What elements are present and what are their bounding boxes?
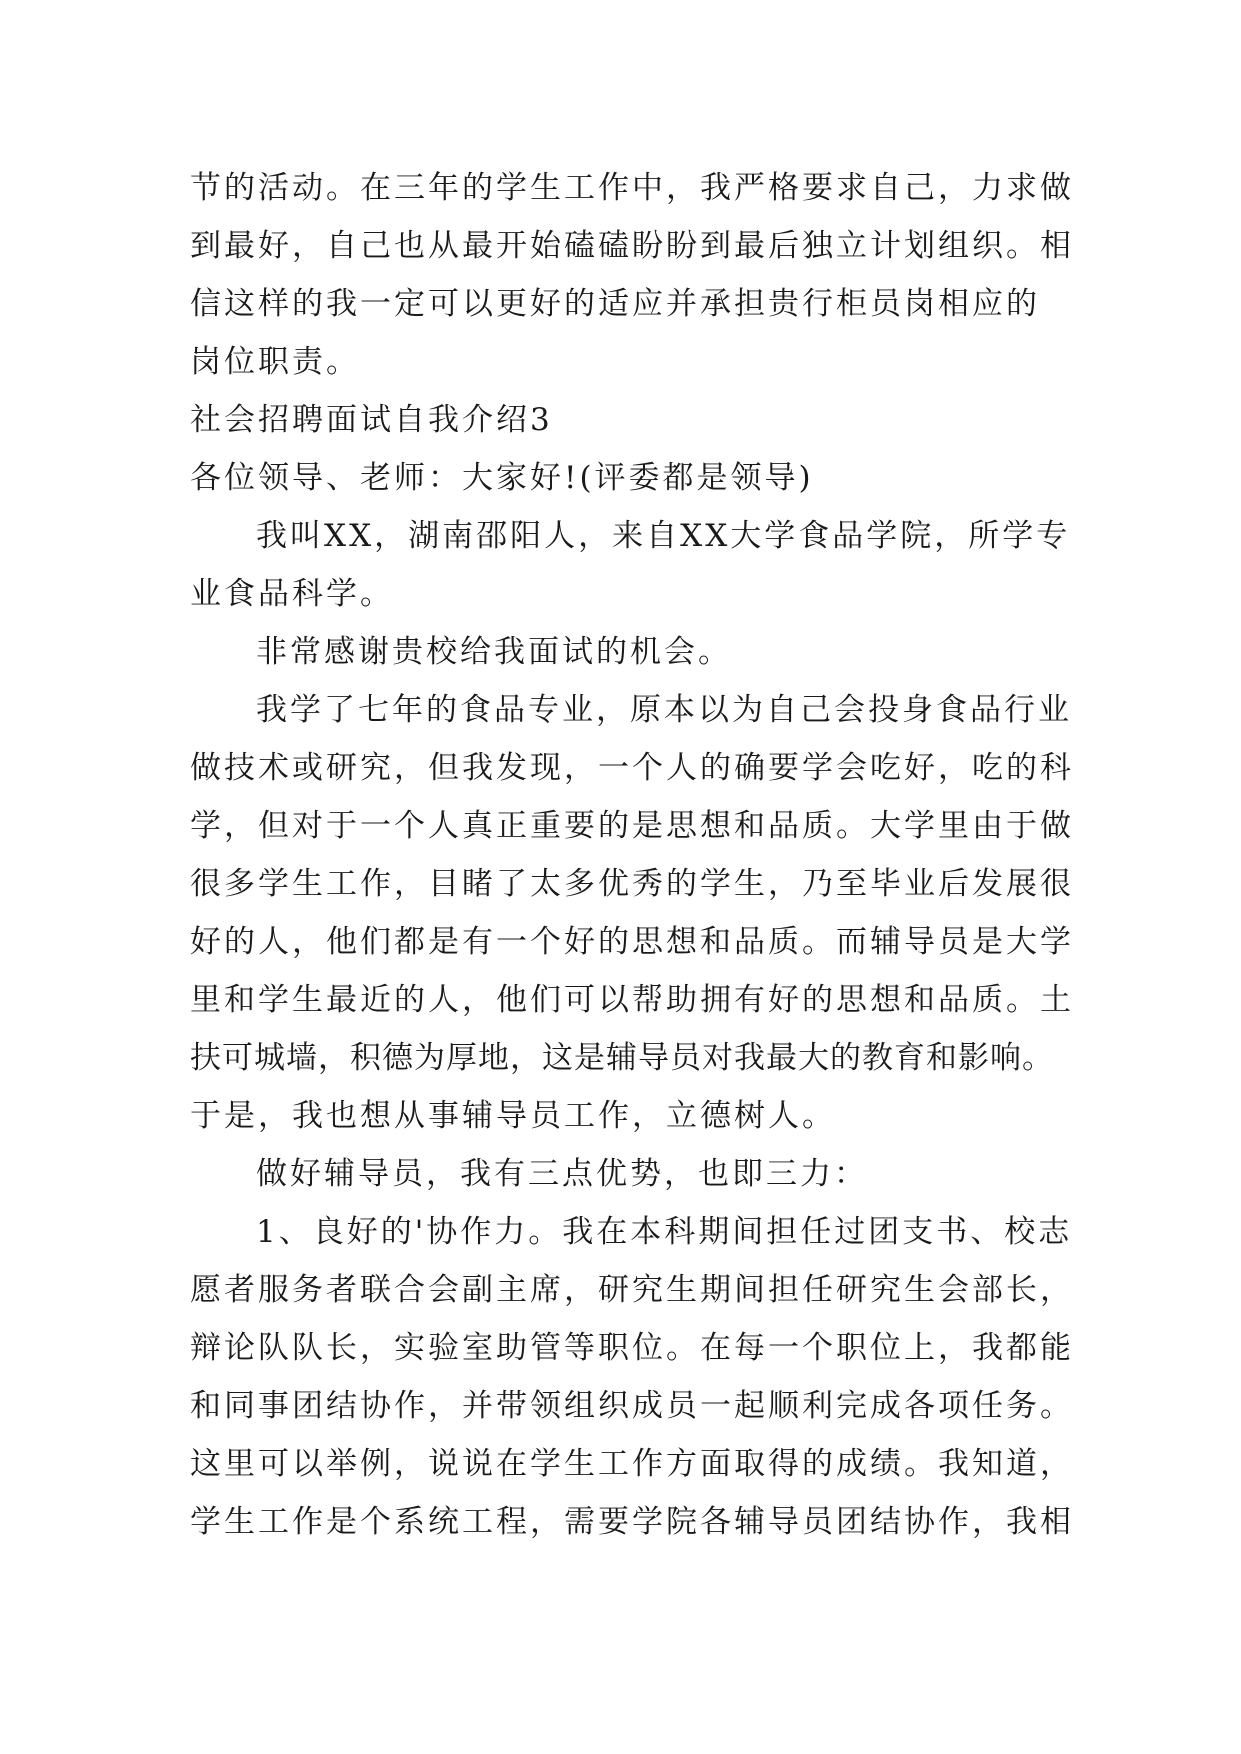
text-line: 信这样的我一定可以更好的适应并承担贵行柜员岗相应的: [190, 286, 1040, 322]
paragraph-start-line: 我叫XX，湖南邵阳人，来自XX大学食品学院，所学专: [256, 518, 1071, 554]
text-line: 这里可以举例，说说在学生工作方面取得的成绩。我知道，: [190, 1446, 1074, 1482]
text-line: 业食品科学。: [190, 576, 394, 612]
paragraph-start-line: 做好辅导员，我有三点优势，也即三力：: [256, 1156, 868, 1192]
text-line: 很多学生工作，目睹了太多优秀的学生，乃至毕业后发展很: [190, 866, 1074, 902]
text-line: 节的活动。在三年的学生工作中，我严格要求自己，力求做: [190, 170, 1074, 206]
text-line: 学生工作是个系统工程，需要学院各辅导员团结协作，我相: [190, 1504, 1074, 1540]
text-line: 辩论队队长，实验室助管等职位。在每一个职位上，我都能: [190, 1330, 1074, 1366]
text-line: 学，但对于一个人真正重要的是思想和品质。大学里由于做: [190, 808, 1074, 844]
paragraph-start-line: 我学了七年的食品专业，原本以为自己会投身食品行业: [256, 692, 1072, 728]
paragraph-start-line: 非常感谢贵校给我面试的机会。: [256, 634, 732, 670]
text-line: 愿者服务者联合会副主席，研究生期间担任研究生会部长，: [190, 1272, 1074, 1308]
text-line: 做技术或研究，但我发现，一个人的确要学会吃好，吃的科: [190, 750, 1074, 786]
text-line: 和同事团结协作，并带领组织成员一起顺利完成各项任务。: [190, 1388, 1074, 1424]
section-heading: 社会招聘面试自我介绍3: [190, 402, 553, 438]
text-line: 好的人，他们都是有一个好的思想和品质。而辅导员是大学: [190, 924, 1074, 960]
paragraph-start-line: 1、良好的'协作力。我在本科期间担任过团支书、校志: [256, 1214, 1073, 1250]
salutation-line: 各位领导、老师：大家好!(评委都是领导): [190, 460, 814, 496]
text-line: 到最好，自己也从最开始磕磕盼盼到最后独立计划组织。相: [190, 228, 1074, 264]
text-line: 扶可城墙，积德为厚地，这是辅导员对我最大的教育和影响。: [190, 1040, 1054, 1076]
text-line: 于是，我也想从事辅导员工作，立德树人。: [190, 1098, 836, 1134]
text-line: 岗位职责。: [190, 344, 360, 380]
text-line: 里和学生最近的人，他们可以帮助拥有好的思想和品质。土: [190, 982, 1074, 1018]
